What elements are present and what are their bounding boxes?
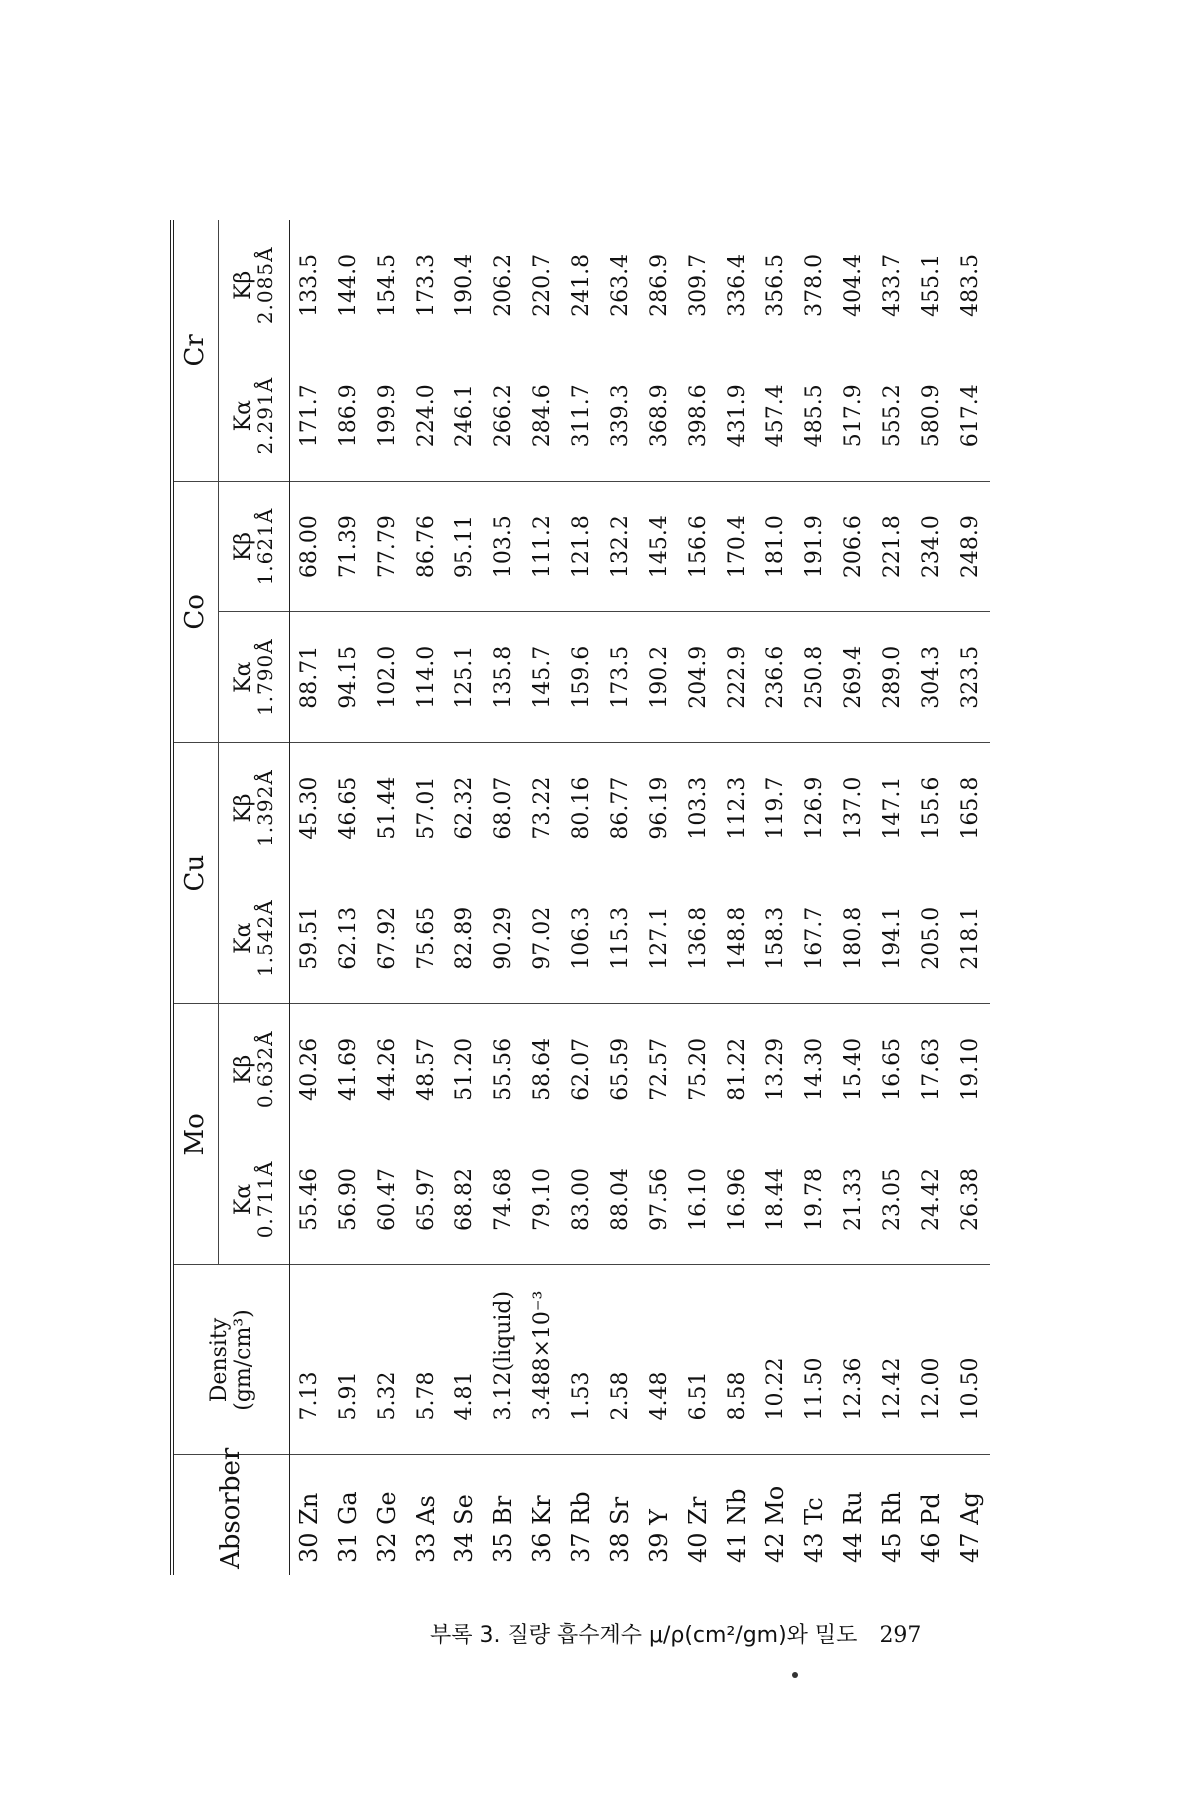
value-cell: 173.5 — [601, 612, 640, 743]
value-cell: 55.56 — [491, 1037, 517, 1101]
page-caption — [430, 1618, 921, 1649]
value-cell: 263.4 — [607, 253, 633, 317]
density-cell: 12.42 — [873, 1265, 912, 1455]
line-name: Kβ — [230, 793, 256, 823]
absorber-cell: 33 As — [411, 1495, 440, 1563]
value-cell: 191.9 — [795, 481, 834, 612]
value-cell: 617.4 — [951, 351, 990, 482]
value-cell: 206.6 — [834, 481, 873, 612]
value-cell: 57.01 — [413, 776, 439, 840]
value-cell: 339.3 — [601, 351, 640, 482]
density-header — [172, 1265, 290, 1455]
table-row — [446, 220, 485, 1575]
density-cell: 5.32 — [368, 1265, 407, 1455]
value-cell: 165.8 — [957, 776, 983, 840]
value-cell: 145.7 — [523, 612, 562, 743]
value-cell: 75.20 — [685, 1037, 711, 1101]
value-cell: 284.6 — [523, 351, 562, 482]
table-row — [951, 220, 990, 1575]
value-cell: 68.00 — [290, 481, 329, 612]
value-cell: 51.20 — [452, 1037, 478, 1101]
value-cell: 224.0 — [407, 351, 446, 482]
line-wavelength: 1.542Å — [253, 899, 278, 978]
density-cell: 12.00 — [912, 1265, 951, 1455]
value-cell: 234.0 — [912, 481, 951, 612]
value-cell: 206.2 — [491, 253, 517, 317]
table-row — [329, 220, 368, 1575]
value-cell: 95.11 — [446, 481, 485, 612]
absorber-cell: 41 Nb — [722, 1488, 751, 1563]
table-row — [290, 220, 329, 1575]
absorber-cell: 36 Kr — [528, 1495, 557, 1563]
density-cell: 3.488×10⁻³ — [523, 1265, 562, 1455]
table-row — [640, 220, 679, 1575]
density-cell: 2.58 — [601, 1265, 640, 1455]
value-cell: 68.07 — [491, 776, 517, 840]
density-cell: 8.58 — [718, 1265, 757, 1455]
scan-speck — [792, 1672, 798, 1678]
value-cell: 80.16 — [569, 776, 595, 840]
value-cell: 13.29 — [763, 1037, 789, 1101]
line-wavelength: 1.790Å — [253, 638, 278, 717]
value-cell: 269.4 — [834, 612, 873, 743]
line-name: Kα — [230, 661, 256, 693]
value-cell: 148.8 — [718, 873, 757, 1004]
value-cell: 286.9 — [646, 253, 672, 317]
line-name: Kβ — [230, 531, 256, 562]
line-name: Kβ — [230, 1054, 256, 1084]
value-cell: 90.29 — [484, 873, 523, 1004]
value-cell: 555.2 — [873, 351, 912, 482]
value-cell: 59.51 — [290, 873, 329, 1004]
value-cell: 83.00 — [562, 1134, 601, 1265]
line-wavelength: 0.711Å — [253, 1160, 278, 1239]
value-cell: 173.3 — [413, 253, 439, 317]
value-cell: 199.9 — [368, 351, 407, 482]
value-cell: 106.3 — [562, 873, 601, 1004]
value-cell: 16.96 — [718, 1134, 757, 1265]
value-cell: 485.5 — [795, 351, 834, 482]
line-header — [219, 1134, 290, 1265]
value-cell: 155.6 — [918, 776, 944, 840]
value-cell: 44.26 — [374, 1037, 400, 1101]
value-cell: 48.57 — [413, 1037, 439, 1101]
line-header — [219, 1004, 290, 1135]
element-header-co: Co — [172, 481, 219, 742]
value-cell: 431.9 — [718, 351, 757, 482]
value-cell: 135.8 — [484, 612, 523, 743]
absorber-header: Absorber — [172, 1455, 290, 1575]
value-cell: 457.4 — [757, 351, 796, 482]
element-header-cr: Cr — [172, 220, 219, 481]
value-cell: 62.32 — [452, 776, 478, 840]
value-cell: 205.0 — [912, 873, 951, 1004]
value-cell: 40.26 — [296, 1037, 322, 1101]
value-cell: 112.3 — [724, 776, 750, 840]
value-cell: 74.68 — [484, 1134, 523, 1265]
value-cell: 126.9 — [802, 776, 828, 840]
value-cell: 121.8 — [562, 481, 601, 612]
density-cell: 4.48 — [640, 1265, 679, 1455]
mass-absorption-table — [170, 220, 990, 1575]
value-cell: 368.9 — [640, 351, 679, 482]
value-cell: 82.89 — [446, 873, 485, 1004]
value-cell: 156.6 — [679, 481, 718, 612]
value-cell: 137.0 — [841, 776, 867, 840]
value-cell: 181.0 — [757, 481, 796, 612]
line-header — [219, 220, 290, 351]
value-cell: 19.10 — [957, 1037, 983, 1101]
rotated-table-wrapper — [170, 220, 990, 1575]
density-cell: 10.50 — [951, 1265, 990, 1455]
value-cell: 17.63 — [918, 1037, 944, 1101]
line-wavelength: 2.291Å — [253, 376, 278, 455]
value-cell: 86.76 — [407, 481, 446, 612]
value-cell: 23.05 — [873, 1134, 912, 1265]
value-cell: 158.3 — [757, 873, 796, 1004]
table-row — [912, 220, 951, 1575]
value-cell: 51.44 — [374, 776, 400, 840]
value-cell: 336.4 — [724, 253, 750, 317]
value-cell: 222.9 — [718, 612, 757, 743]
line-name: Kα — [230, 1183, 256, 1216]
value-cell: 65.97 — [407, 1134, 446, 1265]
value-cell: 190.2 — [640, 612, 679, 743]
density-cell: 3.12(liquid) — [484, 1265, 523, 1455]
line-name: Kβ — [230, 270, 256, 300]
density-cell: 11.50 — [795, 1265, 834, 1455]
value-cell: 147.1 — [880, 776, 906, 840]
line-wavelength: 2.085Å — [253, 246, 278, 325]
value-cell: 204.9 — [679, 612, 718, 743]
value-cell: 103.5 — [484, 481, 523, 612]
value-cell: 102.0 — [368, 612, 407, 743]
value-cell: 14.30 — [802, 1037, 828, 1101]
value-cell: 88.04 — [601, 1134, 640, 1265]
table-row — [873, 220, 912, 1575]
table-row — [562, 220, 601, 1575]
value-cell: 103.3 — [685, 776, 711, 840]
value-cell: 170.4 — [718, 481, 757, 612]
density-cell: 5.78 — [407, 1265, 446, 1455]
value-cell: 250.8 — [795, 612, 834, 743]
value-cell: 580.9 — [912, 351, 951, 482]
value-cell: 144.0 — [335, 253, 361, 317]
absorber-cell: 35 Br — [489, 1495, 518, 1563]
value-cell: 171.7 — [290, 351, 329, 482]
absorber-cell: 38 Sr — [605, 1496, 634, 1563]
value-cell: 67.92 — [368, 873, 407, 1004]
value-cell: 248.9 — [951, 481, 990, 612]
element-header-cu: Cu — [172, 743, 219, 1004]
value-cell: 246.1 — [446, 351, 485, 482]
value-cell: 56.90 — [329, 1134, 368, 1265]
absorber-cell: 30 Zn — [294, 1492, 323, 1563]
value-cell: 241.8 — [569, 253, 595, 317]
line-header — [219, 743, 290, 874]
value-cell: 356.5 — [763, 253, 789, 317]
line-wavelength: 0.632Å — [253, 1030, 278, 1109]
table-body — [290, 220, 991, 1575]
value-cell: 94.15 — [329, 612, 368, 743]
value-cell: 159.6 — [562, 612, 601, 743]
value-cell: 154.5 — [374, 253, 400, 317]
value-cell: 311.7 — [562, 351, 601, 482]
value-cell: 55.46 — [290, 1134, 329, 1265]
table-row — [834, 220, 873, 1575]
density-header-line1: Density — [207, 1317, 233, 1403]
value-cell: 266.2 — [484, 351, 523, 482]
value-cell: 136.8 — [679, 873, 718, 1004]
value-cell: 16.10 — [679, 1134, 718, 1265]
density-cell: 7.13 — [290, 1265, 329, 1455]
value-cell: 73.22 — [530, 776, 556, 840]
value-cell: 483.5 — [957, 253, 983, 317]
line-header — [219, 873, 290, 1004]
value-cell: 68.82 — [446, 1134, 485, 1265]
caption-text: 부록 3. 질량 흡수계수 μ/ρ(cm²/gm)와 밀도 — [430, 1623, 858, 1648]
value-cell: 88.71 — [290, 612, 329, 743]
value-cell: 125.1 — [446, 612, 485, 743]
value-cell: 86.77 — [607, 776, 633, 840]
value-cell: 111.2 — [523, 481, 562, 612]
value-cell: 19.78 — [795, 1134, 834, 1265]
density-header-line2: (gm/cm³) — [230, 1309, 256, 1411]
value-cell: 289.0 — [873, 612, 912, 743]
line-wavelength: 1.392Å — [253, 769, 278, 847]
value-cell: 194.1 — [873, 873, 912, 1004]
value-cell: 145.4 — [640, 481, 679, 612]
value-cell: 97.02 — [523, 873, 562, 1004]
density-cell: 10.22 — [757, 1265, 796, 1455]
value-cell: 15.40 — [841, 1037, 867, 1101]
value-cell: 75.65 — [407, 873, 446, 1004]
value-cell: 119.7 — [763, 776, 789, 840]
value-cell: 127.1 — [640, 873, 679, 1004]
value-cell: 21.33 — [834, 1134, 873, 1265]
absorber-cell: 32 Ge — [372, 1491, 401, 1563]
value-cell: 62.07 — [569, 1037, 595, 1101]
value-cell: 41.69 — [335, 1037, 361, 1101]
line-name: Kα — [230, 400, 256, 432]
page-number: 297 — [879, 1623, 922, 1648]
value-cell: 77.79 — [368, 481, 407, 612]
value-cell: 236.6 — [757, 612, 796, 743]
value-cell: 323.5 — [951, 612, 990, 743]
value-cell: 433.7 — [880, 253, 906, 317]
value-cell: 455.1 — [918, 253, 944, 317]
absorber-cell: 47 Ag — [955, 1492, 984, 1563]
line-header — [219, 612, 290, 743]
absorber-cell: 43 Tc — [800, 1497, 829, 1563]
value-cell: 221.8 — [873, 481, 912, 612]
table-row — [407, 220, 446, 1575]
absorber-cell: 45 Rh — [878, 1491, 907, 1563]
value-cell: 62.13 — [329, 873, 368, 1004]
value-cell: 96.19 — [646, 776, 672, 840]
absorber-cell: 37 Rb — [567, 1491, 596, 1563]
value-cell: 26.38 — [951, 1134, 990, 1265]
value-cell: 132.2 — [601, 481, 640, 612]
absorber-cell: 42 Mo — [761, 1485, 790, 1563]
table-row — [368, 220, 407, 1575]
value-cell: 24.42 — [912, 1134, 951, 1265]
value-cell: 309.7 — [685, 253, 711, 317]
value-cell: 180.8 — [834, 873, 873, 1004]
value-cell: 18.44 — [757, 1134, 796, 1265]
value-cell: 71.39 — [329, 481, 368, 612]
value-cell: 65.59 — [607, 1037, 633, 1101]
absorber-cell: 44 Ru — [839, 1491, 868, 1563]
absorber-cell: 34 Se — [450, 1494, 479, 1563]
table-row — [718, 220, 757, 1575]
value-cell: 79.10 — [523, 1134, 562, 1265]
value-cell: 133.5 — [296, 253, 322, 317]
value-cell: 218.1 — [951, 873, 990, 1004]
line-header — [219, 481, 290, 612]
table-row — [601, 220, 640, 1575]
value-cell: 517.9 — [834, 351, 873, 482]
line-name: Kα — [230, 922, 256, 954]
value-cell: 304.3 — [912, 612, 951, 743]
value-cell: 58.64 — [530, 1037, 556, 1101]
table-row — [484, 220, 523, 1575]
density-cell: 5.91 — [329, 1265, 368, 1455]
value-cell: 45.30 — [296, 776, 322, 840]
value-cell: 115.3 — [601, 873, 640, 1004]
value-cell: 167.7 — [795, 873, 834, 1004]
absorber-cell: 46 Pd — [916, 1493, 945, 1563]
absorber-cell: 39 Y — [644, 1508, 673, 1563]
value-cell: 46.65 — [335, 776, 361, 840]
line-wavelength: 1.621Å — [253, 507, 278, 586]
line-header — [219, 351, 290, 482]
density-cell: 1.53 — [562, 1265, 601, 1455]
value-cell: 114.0 — [407, 612, 446, 743]
element-header-mo: Mo — [172, 1004, 219, 1265]
table-row — [757, 220, 796, 1575]
value-cell: 186.9 — [329, 351, 368, 482]
value-cell: 97.56 — [640, 1134, 679, 1265]
absorber-cell: 31 Ga — [333, 1491, 362, 1563]
value-cell: 81.22 — [724, 1037, 750, 1101]
absorber-cell: 40 Zr — [683, 1496, 712, 1563]
density-cell: 12.36 — [834, 1265, 873, 1455]
value-cell: 398.6 — [679, 351, 718, 482]
value-cell: 72.57 — [646, 1037, 672, 1101]
value-cell: 220.7 — [530, 253, 556, 317]
value-cell: 190.4 — [452, 253, 478, 317]
table-row — [523, 220, 562, 1575]
density-cell: 4.81 — [446, 1265, 485, 1455]
table-row — [679, 220, 718, 1575]
value-cell: 378.0 — [802, 253, 828, 317]
value-cell: 60.47 — [368, 1134, 407, 1265]
value-cell: 16.65 — [880, 1037, 906, 1101]
value-cell: 404.4 — [841, 253, 867, 317]
table-row — [795, 220, 834, 1575]
density-cell: 6.51 — [679, 1265, 718, 1455]
